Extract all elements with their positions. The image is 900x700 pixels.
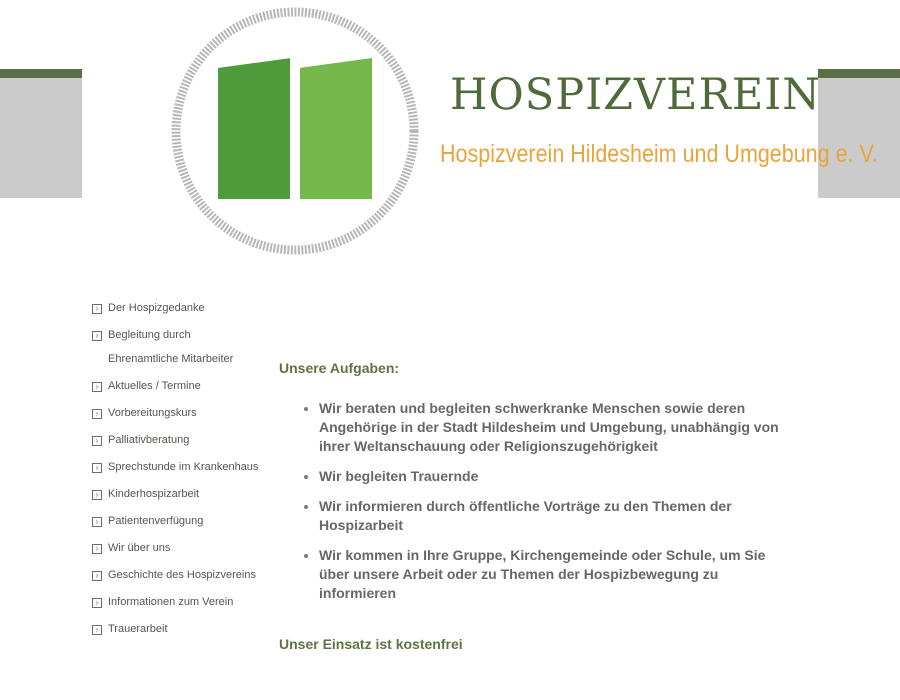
arrow-box-icon: › xyxy=(92,625,102,635)
arrow-box-icon: › xyxy=(92,409,102,419)
sidebar-item-trauerarbeit[interactable] xyxy=(92,617,262,641)
site-subtitle: Hospizverein Hildesheim und Umgebung e. V. xyxy=(440,140,878,168)
sidebar-item-vorbereitungskurs[interactable] xyxy=(92,401,262,425)
sidebar-item-sprechstunde[interactable] xyxy=(92,455,262,479)
arrow-box-icon: › xyxy=(92,463,102,473)
list-item: • Wir begleiten Trauernde xyxy=(319,467,799,486)
sidebar-item-label: Sprechstunde im Krankenhaus xyxy=(108,461,259,473)
free-service-note: Unser Einsatz ist kostenfrei xyxy=(279,636,463,652)
sidebar-item-label: Trauerarbeit xyxy=(108,623,168,635)
sidebar-item-label: Kinderhospizarbeit xyxy=(108,488,200,500)
sidebar-item-label: Der Hospizgedanke xyxy=(108,302,205,314)
arrow-box-icon: › xyxy=(92,436,102,446)
list-item: • Wir kommen in Ihre Gruppe, Kirchengemeinde oder Schule, um Sie über unsere Arbeit oder zu Themen der Hospizbewegung zu informieren xyxy=(319,546,799,603)
arrow-box-icon: › xyxy=(92,331,102,341)
sidebar-item-aktuelles[interactable] xyxy=(92,374,262,398)
arrow-box-icon: › xyxy=(92,382,102,392)
list-item: • Wir beraten und begleiten schwerkranke Menschen sowie deren Angehörige in der Stadt Hildesheim und Umgebung, unabhängig von ihrer Weltanschauung oder Religionszugehörigkeit xyxy=(319,399,799,456)
sidebar-item-label: Wir über uns xyxy=(108,542,171,554)
sidebar-item-label: Begleitung durch Ehrenamtliche Mitarbeiter xyxy=(108,329,234,365)
arrow-box-icon: › xyxy=(92,544,102,554)
arrow-box-icon: › xyxy=(92,571,102,581)
sidebar-item-label: Palliativberatung xyxy=(108,434,190,446)
sidebar-item-hospizgedanke[interactable] xyxy=(92,296,262,320)
main-content xyxy=(279,360,799,614)
hospice-logo xyxy=(170,6,420,256)
sidebar-item-patientenverfuegung[interactable] xyxy=(92,509,262,533)
sidebar-item-label: Geschichte des Hospizvereins xyxy=(108,569,256,581)
sidebar-item-wir-ueber-uns[interactable] xyxy=(92,536,262,560)
site-header xyxy=(82,0,878,205)
tasks-list xyxy=(319,399,799,603)
arrow-box-icon: › xyxy=(92,304,102,314)
sidebar-item-geschichte[interactable] xyxy=(92,563,262,587)
site-title: HOSPIZVEREIN xyxy=(450,70,821,120)
list-item: • Wir informieren durch öffentliche Vorträge zu den Themen der Hospizarbeit xyxy=(319,497,799,535)
arrow-box-icon: › xyxy=(92,490,102,500)
sidebar-item-palliativberatung[interactable] xyxy=(92,428,262,452)
sidebar-item-informationen[interactable] xyxy=(92,590,262,614)
sidebar-item-kinderhospizarbeit[interactable] xyxy=(92,482,262,506)
sidebar-item-label: Aktuelles / Termine xyxy=(108,380,201,392)
sidebar-nav xyxy=(92,296,262,644)
sidebar-item-label: Vorbereitungskurs xyxy=(108,407,197,419)
arrow-box-icon: › xyxy=(92,517,102,527)
sidebar-item-begleitung[interactable] xyxy=(92,323,262,371)
sidebar-item-label: Patientenverfügung xyxy=(108,515,204,527)
tasks-heading: Unsere Aufgaben: xyxy=(279,360,400,376)
arrow-box-icon: › xyxy=(92,598,102,608)
sidebar-item-label: Informationen zum Verein xyxy=(108,596,234,608)
